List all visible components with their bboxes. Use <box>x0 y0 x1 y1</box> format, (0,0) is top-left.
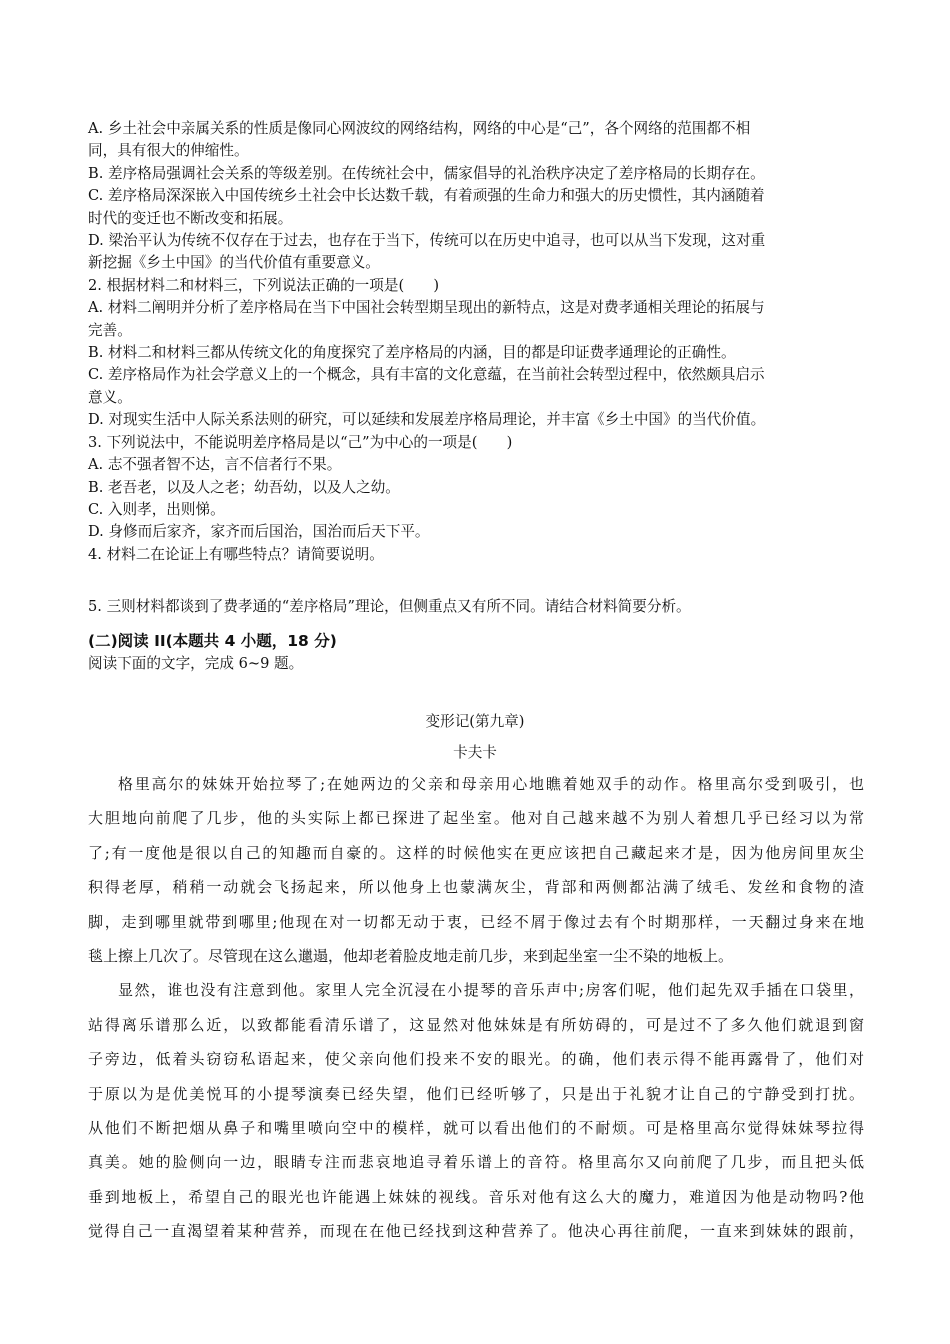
text-line: 新挖掘《乡土中国》的当代价值有重要意义。 <box>88 254 380 272</box>
paragraph-line: 真美。她的脸侧向一边，眼睛专注而悲哀地追寻着乐谱上的音符。格里高尔又向前爬了几步，而且把头低 <box>88 1153 864 1172</box>
paragraph-line: 觉得自己一直渴望着某种营养，而现在在他已经找到这种营养了。他决心再往前爬，一直来到妹妹的跟前， <box>88 1222 864 1241</box>
story-title: 变形记(第九章) <box>425 713 525 730</box>
paragraph-line: 了;有一度他是很以自己的知趣而自豪的。这样的时候他实在更应该把自己藏起来才是，因为他房间里灰尘 <box>88 843 864 862</box>
text-line: D. 梁治平认为传统不仅存在于过去，也存在于当下，传统可以在历史中追寻，也可以从当下发现，这对重 <box>88 232 766 250</box>
text-line: B. 差序格局强调社会关系的等级差别。在传统社会中，儒家倡导的礼治秩序决定了差序格局的长期存在。 <box>88 164 765 182</box>
paragraph-line: 于原以为是优美悦耳的小提琴演奏已经失望，他们已经听够了，只是出于礼貌才让自己的宁静受到打扰。 <box>88 1084 864 1103</box>
paragraph-line: 积得老厚，稍稍一动就会飞扬起来，所以他身上也蒙满灰尘，背部和两侧都沾满了绒毛、发丝和食物的渣 <box>88 878 864 897</box>
section-instruction: 阅读下面的文字，完成 6~9 题。 <box>88 655 304 672</box>
section-title: (二)阅读 II(本题共 4 小题，18 分) <box>88 632 337 650</box>
paragraph-line: 毯上擦上几次了。尽管现在这么邋遢，他却老着脸皮地走前几步，来到起坐室一尘不染的地板上。 <box>88 947 734 966</box>
paragraph-line: 显然，谁也没有注意到他。家里人完全沉浸在小提琴的音乐声中;房客们呢，他们起先双手插在口袋里， <box>118 981 864 1000</box>
text-line: B. 材料二和材料三都从传统文化的角度探究了差序格局的内涵，目的都是印证费孝通理论的正确性。 <box>88 344 736 362</box>
text-line: C. 差序格局深深嵌入中国传统乡土社会中长达数千载，有着顽强的生命力和强大的历史惯性，其内涵随着 <box>88 187 765 205</box>
paragraph-line: 从他们不断把烟从鼻子和嘴里喷向空中的模样，就可以看出他们的不耐烦。可是格里高尔觉得妹妹琴拉得 <box>88 1119 864 1138</box>
text-line: 时代的变迁也不断改变和拓展。 <box>88 209 293 227</box>
paragraph-line: 脚，走到哪里就带到哪里;他现在对一切都无动于衷，已经不屑于像过去有个时期那样，一天翻过身来在地 <box>88 912 864 931</box>
paragraph-line: 站得离乐谱那么近，以致都能看清乐谱了，这显然对他妹妹是有所妨碍的，可是过不了多久他们就退到窗 <box>88 1015 864 1034</box>
text-line: D. 身修而后家齐，家齐而后国治，国治而后天下平。 <box>88 523 430 541</box>
text-line: 同，具有很大的伸缩性。 <box>88 142 249 160</box>
questions-block <box>88 118 868 566</box>
paragraph-line: 垂到地板上，希望自己的眼光也许能遇上妹妹的视线。音乐对他有这么大的魔力，难道因为他是动物吗?他 <box>88 1187 864 1206</box>
paragraph-line: 格里高尔的妹妹开始拉琴了;在她两边的父亲和母亲用心地瞧着她双手的动作。格里高尔受到吸引，也 <box>118 775 864 793</box>
text-line: A. 乡土社会中亲属关系的性质是像同心网波纹的网络结构，网络的中心是“己”，各个网络的范围都不相 <box>88 120 751 137</box>
text-line: 意义。 <box>88 388 132 406</box>
text-line: B. 老吾老，以及人之老；幼吾幼，以及人之幼。 <box>88 478 400 496</box>
text-line: A. 志不强者智不达，言不信者行不果。 <box>88 456 342 474</box>
question-5: 5. 三则材料都谈到了费孝通的“差序格局”理论，但侧重点又有所不同。请结合材料简要分析。 <box>88 598 691 615</box>
text-line: C. 入则孝，出则悌。 <box>88 500 225 518</box>
question-4: 4. 材料二在论证上有哪些特点？请简要说明。 <box>88 545 384 563</box>
text-line: D. 对现实生活中人际关系法则的研究，可以延续和发展差序格局理论，并丰富《乡土中国》的当代价值。 <box>88 411 766 429</box>
story-body <box>88 767 864 1249</box>
text-line: A. 材料二阐明并分析了差序格局在当下中国社会转型期呈现出的新特点，这是对费孝通相关理论的拓展与 <box>88 299 765 317</box>
text-line: C. 差序格局作为社会学意义上的一个概念，具有丰富的文化意蕴，在当前社会转型过程中，依然颇具启示 <box>88 366 765 384</box>
story-author: 卡夫卡 <box>453 744 497 761</box>
question-2: 2. 根据材料二和材料三，下列说法正确的一项是( ) <box>88 276 440 294</box>
text-line: 完善。 <box>88 321 132 339</box>
paragraph-line: 子旁边，低着头窃窃私语起来，使父亲向他们投来不安的眼光。的确，他们表示得不能再露骨了，他们对 <box>88 1050 864 1069</box>
paragraph-line: 大胆地向前爬了几步，他的头实际上都已探进了起坐室。他对自己越来越不为别人着想几乎已经习以为常 <box>88 809 864 828</box>
question-3: 3. 下列说法中，不能说明差序格局是以“己”为中心的一项是( ) <box>88 433 513 451</box>
